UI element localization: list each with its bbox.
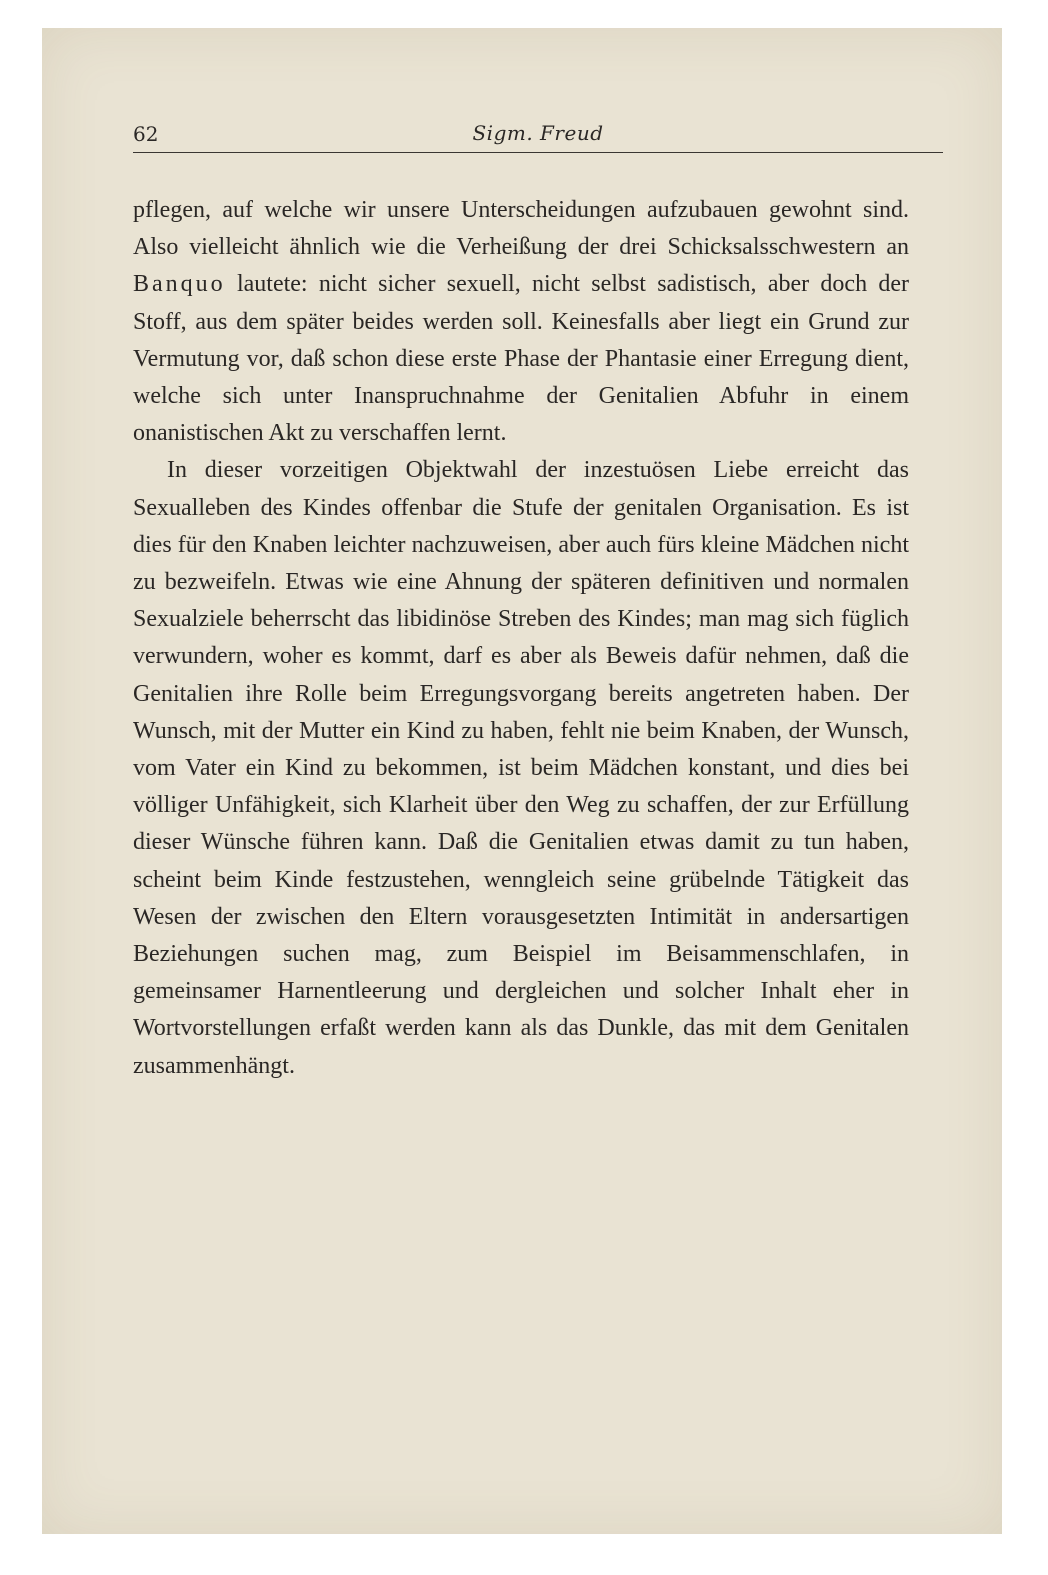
body-text: [133, 192, 909, 1085]
paragraph: [133, 192, 909, 452]
paragraph: In dieser vorzeitigen Objektwahl der inzestuösen Liebe erreicht das Sexualleben des Kindes offenbar die Stufe der genitalen Organisation. Es ist dies für den Knaben leichter nachzuweisen, aber auch fürs kleine Mädchen nicht zu bezweifeln. Etwas wie eine Ahnung der späteren definitiven und normalen Sexualziele beherrscht das libidinöse Streben des Kindes; man mag sich füglich verwundern, woher es kommt, darf es aber als Beweis dafür nehmen, daß die Genitalien ihre Rolle beim Erregungsvorgang bereits angetreten haben. Der Wunsch, mit der Mutter ein Kind zu haben, fehlt nie beim Knaben, der Wunsch, vom Vater ein Kind zu bekommen, ist beim Mädchen konstant, und dies bei völliger Unfähigkeit, sich Klarheit über den Weg zu schaffen, der zur Erfüllung dieser Wünsche führen kann. Daß die Genitalien etwas damit zu tun haben, scheint beim Kinde festzustehen, wenngleich seine grübelnde Tätigkeit das Wesen der zwischen den Eltern vorausgesetzten Intimität in andersartigen Beziehungen suchen mag, zum Beispiel im Beisammenschlafen, in gemeinsamer Harnentleerung und dergleichen und solcher Inhalt eher in Wortvorstellungen erfaßt werden kann als das Dunkle, das mit dem Genitalen zusammenhängt.: [133, 457, 909, 1079]
paragraph-text: lautete: nicht sicher sexuell, nicht selbst sadistisch, aber doch der Stoff, aus dem später beides werden soll. Keinesfalls aber liegt ein Grund zur Vermutung vor, daß schon diese erste Phase der Phantasie einer Erregung dient, welche sich unter Inanspruchnahme der Genitalien Abfuhr in einem onanistischen Akt zu verschaffen lernt.: [133, 271, 909, 447]
page-number: 62: [133, 122, 159, 146]
spaced-name: Banquo: [133, 271, 226, 298]
running-head: Sigm. Freud: [472, 121, 604, 145]
page-header: [133, 118, 943, 153]
paragraph-text: pflegen, auf welche wir unsere Unterscheidungen aufzubauen gewohnt sind. Also vielleicht ähnlich wie die Verheißung der drei Schicksalsschwestern an: [133, 197, 909, 261]
